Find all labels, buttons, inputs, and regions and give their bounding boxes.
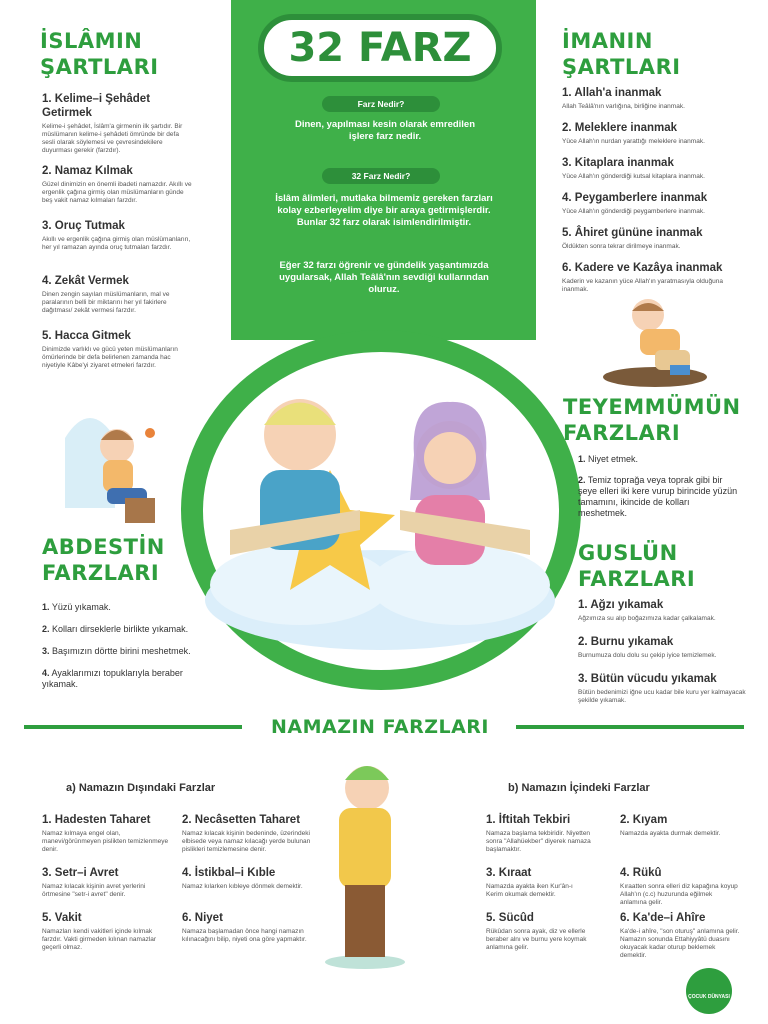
- teyemmum-title: [563, 394, 741, 446]
- abdest-title-line1: ABDESTİN: [42, 535, 165, 559]
- list-item: [42, 602, 212, 613]
- item-desc: Dinimizde varlıklı ve gücü yeten müslümanların ömürlerinde bir defa belirlenen zamanda hac niyetiyle Kâbe'yi ziyaret etmeleri farzdır.: [42, 346, 178, 369]
- item-desc: Öldükten sonra tekrar dirilmeye inanmak.: [562, 243, 681, 250]
- item-number: 2.: [42, 624, 50, 634]
- item-desc: Dinen zengin sayılan müslümanların, mal ve paralarının belli bir miktarını her yıl fakirlere dağıtması/ zekât vermesi farzdır.: [42, 291, 170, 314]
- item-number: 4.: [42, 668, 50, 678]
- divider-left: [24, 725, 242, 729]
- 32-farz-text-2: Eğer 32 farzı öğrenir ve gündelik yaşantımızda uygularsak, Allah Teâlâ'nın sevdiği kullarından oluruz.: [279, 260, 489, 295]
- item-title: 3. Setr–i Avret: [42, 867, 119, 879]
- item-title: 6. Ka'de–i Ahîre: [620, 912, 706, 924]
- item-title: 1. Kelime–i Şehâdet Getirmek: [42, 93, 151, 119]
- boy-praying-standing-illustration: [325, 750, 405, 970]
- farz-nedir-text: Dinen, yapılması kesin olarak emredilen işlere farz nedir.: [294, 119, 476, 142]
- boy-tayammum-illustration: [600, 295, 710, 390]
- item-title: 1. İftitah Tekbiri: [486, 814, 571, 826]
- item-desc: Bütün bedenimizi iğne ucu kadar bile kuru yer kalmayacak şekilde yıkamak.: [578, 689, 746, 704]
- item-title: 4. Zekât Vermek: [42, 275, 129, 287]
- item-title: 4. Peygamberlere inanmak: [562, 192, 708, 204]
- namaz-title: NAMAZIN FARZLARI: [270, 716, 489, 738]
- title-banner: [258, 14, 502, 82]
- item-desc: Rükûdan sonra ayak, diz ve ellerle beraber alnı ve burnu yere koymak anlamına gelir.: [486, 928, 587, 951]
- list-item: [42, 164, 192, 219]
- namaz-a-item: [182, 866, 312, 891]
- islam-title-line1: İSLÂMIN: [40, 29, 143, 53]
- item-title: 6. Niyet: [182, 912, 223, 924]
- list-item: [578, 475, 738, 519]
- item-desc: Burnumuza dolu dolu su çekip iyice temizlemek.: [578, 652, 717, 659]
- item-desc: Kelime-i şehâdet, İslâm'a girmenin ilk şartıdır. Bir müslümanın kelime-i şehâdeti ömründe bir defa sesli olarak söylemesi ve çevresindekilere duyurması gerekir (farzdır).: [42, 123, 183, 154]
- item-title: 2. Namaz Kılmak: [42, 165, 133, 177]
- namaz-b-item: [486, 813, 591, 854]
- namaz-b-item: [620, 813, 740, 838]
- item-desc: Namaz kılacak kişinin bedeninde, üzerindeki elbisede veya namaz kılacağı yerde bulunan pislikleri temizlemesine denir.: [182, 830, 311, 853]
- iman-title-line2: ŞARTLARI: [562, 55, 681, 79]
- islam-title-line2: ŞARTLARI: [40, 55, 159, 79]
- gusul-list: [578, 598, 748, 705]
- publisher-logo: [686, 968, 732, 1014]
- namaz-a-item: [42, 813, 172, 854]
- item-number: 3.: [42, 646, 50, 656]
- item-title: 4. Rükû: [620, 867, 662, 879]
- list-item: [562, 156, 747, 191]
- boy-praying-illustration: [55, 398, 165, 528]
- list-item: [42, 646, 212, 657]
- item-desc: Namazları kendi vakitleri içinde kılmak farzdır. Vakti girmeden kılınan namazlar geçerli olmaz.: [42, 928, 157, 951]
- item-text: Kolları dirseklerle birlikte yıkamak.: [52, 624, 189, 634]
- item-title: 1. Allah'a inanmak: [562, 87, 662, 99]
- gusul-title-line1: GUSLÜN: [578, 541, 678, 565]
- gusul-title: [578, 540, 695, 592]
- namaz-b-item: [620, 911, 740, 960]
- item-title: 3. Kıraat: [486, 867, 532, 879]
- namaz-b-item: [486, 911, 591, 952]
- abdest-title: [42, 534, 165, 586]
- list-item: [578, 454, 738, 465]
- children-reading-illustration: [190, 380, 570, 670]
- list-item: [562, 121, 747, 156]
- iman-list: [562, 86, 747, 294]
- item-desc: Akıllı ve ergenlik çağına girmiş olan müslümanların, her yıl ramazan ayında oruç tutmaları farzdır.: [42, 236, 191, 251]
- iman-title-line1: İMANIN: [562, 29, 653, 53]
- list-item: [578, 635, 748, 672]
- namaz-a-item: [42, 911, 167, 952]
- item-text: Başımızın dörtte birini meshetmek.: [52, 646, 191, 656]
- gusul-title-line2: FARZLARI: [578, 567, 696, 591]
- list-item: [578, 672, 748, 705]
- item-title: 2. Meleklere inanmak: [562, 122, 678, 134]
- item-title: 5. Hacca Gitmek: [42, 330, 131, 342]
- namaz-a-item: [182, 813, 322, 854]
- list-item: [42, 624, 212, 635]
- list-item: [578, 598, 748, 635]
- item-title: 5. Sücûd: [486, 912, 534, 924]
- namaz-b-item: [486, 866, 591, 899]
- item-title: 3. Kitaplara inanmak: [562, 157, 674, 169]
- item-desc: Namaz kılarken kıbleye dönmek demektir.: [182, 883, 303, 890]
- teyemmum-title-line1: TEYEMMÜMÜN: [563, 395, 741, 419]
- item-desc: Namaza başlama tekbiridir. Niyetten sonra "Allahüekber" diyerek namaza başlamaktır.: [486, 830, 591, 853]
- item-title: 5. Vakit: [42, 912, 82, 924]
- item-title: 1. Ağzı yıkamak: [578, 599, 664, 611]
- item-title: 1. Hadesten Taharet: [42, 814, 151, 826]
- list-item: [562, 191, 747, 226]
- namaz-a-title: a) Namazın Dışındaki Farzlar: [66, 782, 216, 794]
- item-desc: Namaz kılmaya engel olan, manevi/görünmeyen pislikten temizlenmeye denir.: [42, 830, 169, 853]
- item-desc: Ka'de-i ahîre, "son oturuş" anlamına gelir. Namazın sonunda Ettahiyyâtü duasını okuyacak kadar oturup beklemek demektir.: [620, 928, 740, 959]
- item-desc: Kaderin ve kazanın yüce Allah'ın yaratmasıyla olduğuna inanmak.: [562, 278, 723, 293]
- item-number: 2.: [578, 475, 586, 485]
- 32-farz-nedir-pill: 32 Farz Nedir?: [322, 168, 440, 184]
- namaz-b-title: b) Namazın İçindeki Farzlar: [508, 782, 650, 794]
- namaz-b-item: [620, 866, 740, 907]
- item-desc: Güzel dinimizin en önemli ibadeti namazdır. Akıllı ve ergenlik çağına girmiş olan müslümanların günde beş vakit namaz kılmaları farzdır.: [42, 181, 192, 204]
- list-item: [42, 668, 212, 690]
- list-item: [562, 226, 747, 261]
- item-title: 4. İstikbal–i Kıble: [182, 867, 276, 879]
- item-title: 3. Oruç Tutmak: [42, 220, 125, 232]
- item-desc: Namaz kılacak kişinin avret yerlerini örtmesine "setr-i avret" denir.: [42, 883, 146, 898]
- logo-text: ÇOCUK DÜNYASI: [688, 994, 730, 1000]
- item-desc: Namazda ayakta durmak demektir.: [620, 830, 721, 837]
- item-title: 3. Bütün vücudu yıkamak: [578, 673, 717, 685]
- divider-right: [516, 725, 744, 729]
- item-title: 2. Burnu yıkamak: [578, 636, 674, 648]
- item-number: 1.: [578, 454, 586, 464]
- item-desc: Yüce Allah'ın nurdan yarattığı meleklere inanmak.: [562, 138, 705, 145]
- item-desc: Ağzımıza su alıp boğazımıza kadar çalkalamak.: [578, 615, 716, 622]
- 32-farz-text: İslâm âlimleri, mutlaka bilmemiz gereken farzları kolay ezberleyelim diye bir araya getirmişlerdir. Bunlar 32 farz olarak isimlendirilmiştir.: [275, 193, 493, 228]
- item-title: 5. Âhiret gününe inanmak: [562, 227, 703, 239]
- abdest-title-line2: FARZLARI: [42, 561, 160, 585]
- namaz-a-item: [42, 866, 167, 899]
- item-desc: Namazda ayakta iken Kur'ân-ı Kerim okumak demektir.: [486, 883, 573, 898]
- namaz-a-item: [182, 911, 307, 944]
- teyemmum-title-line2: FARZLARI: [563, 421, 681, 445]
- item-text: Ayaklarımızı topuklarıyla beraber yıkamak.: [42, 668, 183, 689]
- list-item: [42, 219, 192, 264]
- item-text: Yüzü yıkamak.: [51, 602, 111, 612]
- page-title: 32 FARZ: [288, 25, 472, 71]
- item-title: 2. Kıyam: [620, 814, 668, 826]
- item-desc: Kıraatten sonra elleri diz kapağına koyup Allah'ın (c.c) huzurunda eğilmek anlamına gelir.: [620, 883, 738, 906]
- item-title: 2. Necâsetten Taharet: [182, 814, 301, 826]
- item-number: 1.: [42, 602, 50, 612]
- islam-title: [40, 28, 159, 80]
- abdest-list: [42, 602, 212, 690]
- teyemmum-list: [578, 454, 738, 519]
- list-item: [562, 86, 747, 121]
- list-item: [42, 329, 192, 370]
- islam-list: [42, 92, 192, 370]
- list-item: [562, 261, 747, 294]
- list-item: [42, 92, 192, 154]
- item-desc: Namaza başlamadan önce hangi namazın kılınacağını bilip, niyeti ona göre yapmaktır.: [182, 928, 307, 943]
- item-desc: Allah Teâlâ'nın varlığına, birliğine inanmak.: [562, 103, 685, 110]
- iman-title: [562, 28, 681, 80]
- list-item: [42, 274, 192, 329]
- item-title: 6. Kadere ve Kazâya inanmak: [562, 262, 723, 274]
- farz-nedir-pill: Farz Nedir?: [322, 96, 440, 112]
- item-text: Temiz toprağa veya toprak gibi bir şeye elleri iki kere vurup birincide yüzün tamamını, ikincide de kolları meshetmek.: [578, 475, 738, 518]
- item-text: Niyet etmek.: [588, 454, 639, 464]
- item-desc: Yüce Allah'ın gönderdiği kutsal kitaplara inanmak.: [562, 173, 705, 180]
- item-desc: Yüce Allah'ın gönderdiği peygamberlere inanmak.: [562, 208, 705, 215]
